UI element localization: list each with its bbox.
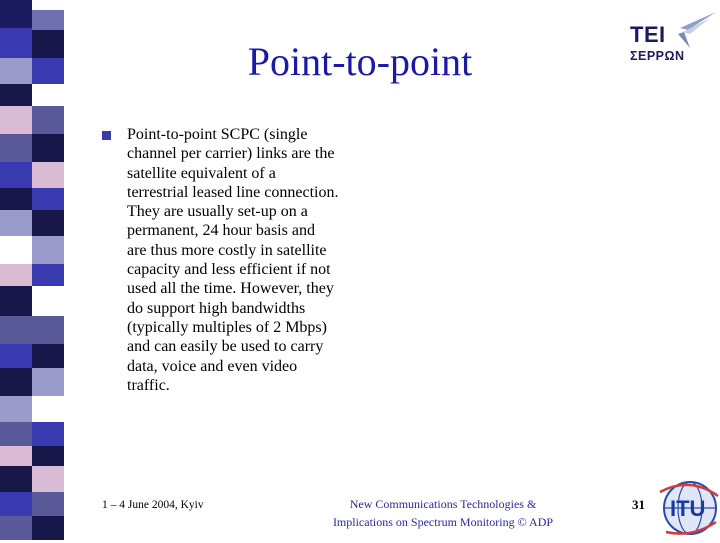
bullet-marker [102,131,111,140]
svg-text:ΣΕΡΡΩΝ: ΣΕΡΡΩΝ [630,49,685,63]
bullet-text: Point-to-point SCPC (single channel per carrier) links are the satellite equivalent of a terrestrial leased line connection. They are usually set-up on a permanent, 24 hour basis and are thus more costly in satellite capacity and less efficient if not used all the time. However, they do support high bandwidths (typically multiples of 2 Mbps) and can easily be used to carry data, voice and even video traffic. [127,126,339,394]
tei-serres-logo [628,8,718,64]
svg-text:E: E [644,22,659,47]
svg-text:T: T [630,22,644,47]
footer-date-location: 1 – 4 June 2004, Kyiv [102,499,204,511]
footer-conference-title [295,495,591,531]
itu-globe-logo [656,474,720,538]
decorative-left-strip [0,0,70,540]
page-number: 31 [632,497,645,512]
footer-conference-line1: New Communications Technologies & [349,497,537,511]
svg-text:I: I [659,22,666,47]
slide-title: Point-to-point [247,39,473,84]
svg-text:ITU: ITU [670,496,706,521]
footer-conference-line2: Implications on Spectrum Monitoring © ADP [332,515,554,529]
